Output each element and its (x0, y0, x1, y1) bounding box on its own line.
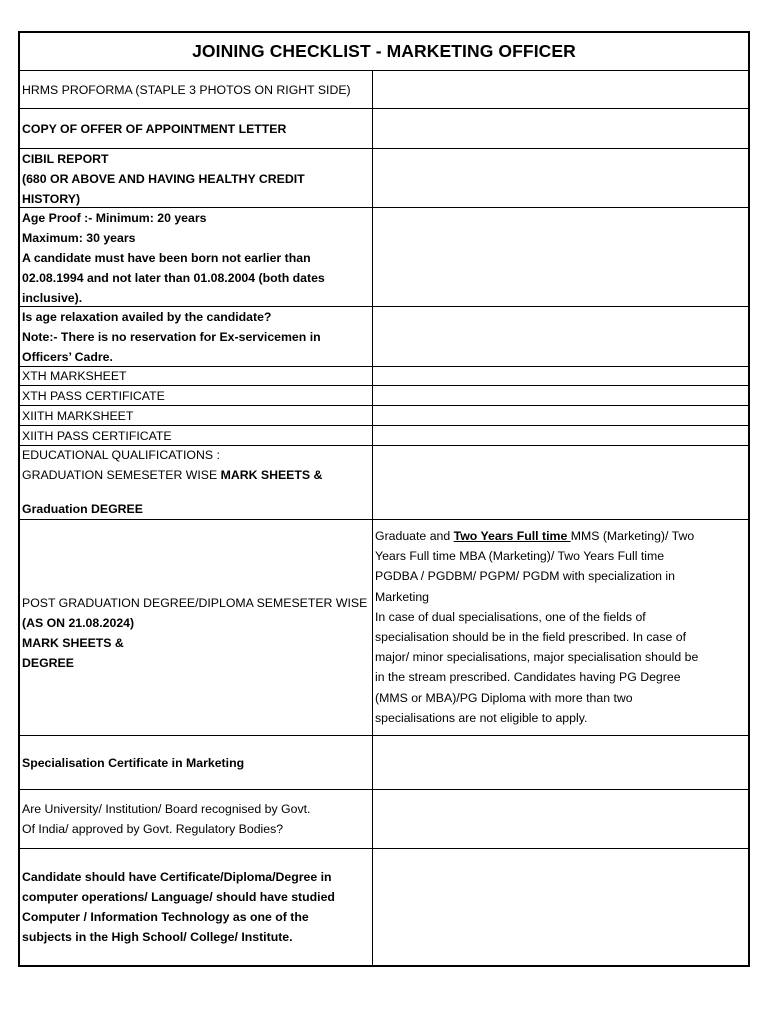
item-label (20, 71, 373, 108)
item-remark-cell (373, 149, 748, 207)
item-label (20, 367, 373, 385)
pg-note-line (375, 526, 746, 546)
item-label (20, 790, 373, 848)
item-label (20, 149, 373, 207)
item-remark-cell (373, 208, 748, 306)
item-remark-cell (373, 849, 748, 965)
item-label (20, 386, 373, 405)
age-line: inclusive). (22, 291, 83, 305)
row-offer-letter (20, 109, 748, 149)
item-label (20, 426, 373, 445)
pg-note-line: Marketing (375, 589, 429, 604)
computer-line: subjects in the High School/ College/ Institute. (22, 930, 293, 944)
item-remark-cell (373, 406, 748, 425)
age-line: 02.08.1994 and not later than 01.08.2004 (both dates (22, 271, 325, 285)
xiith-marksheet-label: XIITH MARKSHEET (22, 408, 134, 423)
joining-checklist-table (18, 31, 750, 967)
pg-eligibility-note (373, 520, 748, 735)
blank-line (22, 485, 370, 500)
item-label (20, 109, 373, 148)
education-text: GRADUATION SEMESETER WISE (22, 467, 221, 482)
relaxation-line: Is age relaxation availed by the candidate? (22, 310, 272, 324)
item-remark-cell (373, 446, 748, 519)
cibil-line: HISTORY) (22, 192, 81, 206)
item-label (20, 736, 373, 789)
cibil-line: (680 OR ABOVE AND HAVING HEALTHY CREDIT (22, 172, 305, 186)
item-label (20, 208, 373, 306)
item-remark-cell (373, 71, 748, 108)
row-recognised-institution (20, 790, 748, 849)
row-educational-qualifications (20, 446, 748, 520)
xth-certificate-label: XTH PASS CERTIFICATE (22, 388, 165, 403)
pg-note-line: specialisations are not eligible to apply. (375, 710, 588, 725)
xth-marksheet-label: XTH MARKSHEET (22, 369, 127, 383)
pg-note-emphasis: Two Years Full time (453, 529, 571, 543)
pg-note-line: Years Full time MBA (Marketing)/ Two Years Full time (375, 549, 665, 564)
checklist-title: JOINING CHECKLIST - MARKETING OFFICER (20, 33, 748, 71)
item-remark-cell (373, 386, 748, 405)
specialisation-label: Specialisation Certificate in Marketing (22, 755, 245, 770)
relaxation-line: Officers’ Cadre. (22, 350, 113, 364)
pg-note-line: major/ minor specialisations, major specialisation should be (375, 650, 699, 665)
hrms-label: HRMS PROFORMA (STAPLE 3 PHOTOS ON RIGHT SIDE) (22, 82, 351, 97)
item-label (20, 520, 373, 735)
item-remark-cell (373, 790, 748, 848)
pg-note-text: MMS (Marketing)/ Two (570, 529, 695, 543)
item-label (20, 446, 373, 519)
row-hrms-proforma (20, 71, 748, 109)
row-specialisation-certificate (20, 736, 748, 790)
row-computer-qualification (20, 849, 748, 965)
item-remark-cell (373, 426, 748, 445)
pg-note-line: (MMS or MBA)/PG Diploma with more than two (375, 690, 633, 705)
item-label (20, 307, 373, 366)
row-age-relaxation (20, 307, 748, 367)
graduation-degree-label: Graduation DEGREE (22, 501, 143, 516)
pg-note-text: Graduate and (375, 529, 454, 543)
pg-note-line: specialisation should be in the field prescribed. In case of (375, 630, 687, 645)
xiith-certificate-label: XIITH PASS CERTIFICATE (22, 428, 172, 443)
pg-note-line: in the stream prescribed. Candidates having PG Degree (375, 670, 681, 685)
pg-line: DEGREE (22, 655, 74, 670)
age-line: A candidate must have been born not earlier than (22, 251, 311, 265)
recognised-line: Are University/ Institution/ Board recognised by Govt. (22, 802, 311, 816)
education-bold-text: MARK SHEETS & (220, 467, 323, 482)
item-remark-cell (373, 307, 748, 366)
row-post-graduation (20, 520, 748, 736)
pg-note-line: PGDBA / PGDBM/ PGPM/ PGDM with specialization in (375, 569, 675, 584)
item-remark-cell (373, 736, 748, 789)
item-remark-cell (373, 109, 748, 148)
computer-line: Candidate should have Certificate/Diploma/Degree in (22, 870, 332, 884)
pg-note-line: In case of dual specialisations, one of the fields of (375, 609, 646, 624)
row-age-proof (20, 208, 748, 307)
pg-line: MARK SHEETS & (22, 635, 124, 650)
row-cibil-report (20, 149, 748, 208)
offer-letter-label: COPY OF OFFER OF APPOINTMENT LETTER (22, 121, 287, 136)
age-line: Maximum: 30 years (22, 231, 136, 245)
row-xiith-marksheet (20, 406, 748, 426)
item-label (20, 849, 373, 965)
relaxation-line: Note:- There is no reservation for Ex-servicemen in (22, 330, 321, 344)
computer-line: computer operations/ Language/ should have studied (22, 890, 335, 904)
row-xiith-certificate (20, 426, 748, 446)
cibil-line: CIBIL REPORT (22, 152, 109, 166)
recognised-line: Of India/ approved by Govt. Regulatory Bodies? (22, 822, 284, 836)
row-xth-marksheet (20, 367, 748, 386)
computer-line: Computer / Information Technology as one of the (22, 910, 309, 924)
pg-line: (AS ON 21.08.2024) (22, 615, 135, 630)
row-xth-certificate (20, 386, 748, 406)
pg-line: POST GRADUATION DEGREE/DIPLOMA SEMESETER WISE (22, 595, 368, 610)
age-line: Age Proof :- Minimum: 20 years (22, 211, 207, 225)
item-remark-cell (373, 367, 748, 385)
education-line (22, 466, 370, 486)
item-label (20, 406, 373, 425)
education-line: EDUCATIONAL QUALIFICATIONS : (22, 448, 220, 462)
